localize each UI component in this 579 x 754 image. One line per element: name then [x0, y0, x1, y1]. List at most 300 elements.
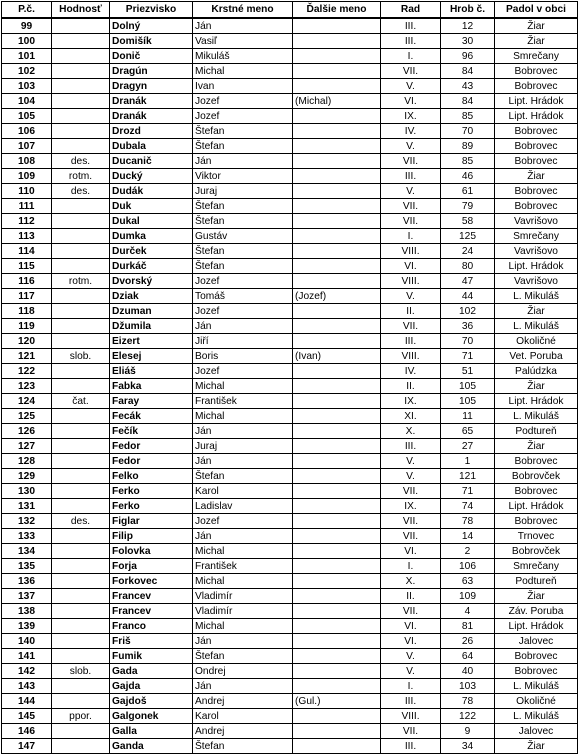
cell-number: 133	[2, 529, 52, 544]
cell-surname: Francev	[110, 604, 193, 619]
cell-row-number: I.	[381, 679, 441, 694]
cell-grave-number: 96	[441, 49, 495, 64]
cell-surname: Fedor	[110, 439, 193, 454]
cell-number: 134	[2, 544, 52, 559]
table-body	[2, 18, 578, 754]
cell-grave-number: 47	[441, 274, 495, 289]
cell-given-name: Ondrej	[193, 664, 293, 679]
cell-row-number: V.	[381, 454, 441, 469]
cell-row-number: I.	[381, 49, 441, 64]
cell-row-number: VI.	[381, 544, 441, 559]
cell-row-number: VII.	[381, 604, 441, 619]
cell-given-name: Ján	[193, 529, 293, 544]
cell-other-name	[293, 484, 381, 499]
cell-grave-number: 44	[441, 289, 495, 304]
cell-row-number: VI.	[381, 634, 441, 649]
cell-number: 100	[2, 34, 52, 49]
table-row	[2, 454, 578, 469]
cell-grave-number: 81	[441, 619, 495, 634]
cell-place-of-death: Lipt. Hrádok	[495, 619, 578, 634]
cell-surname: Fedor	[110, 454, 193, 469]
cell-row-number: VII.	[381, 319, 441, 334]
cell-given-name: Štefan	[193, 139, 293, 154]
cell-grave-number: 78	[441, 514, 495, 529]
table-row	[2, 49, 578, 64]
cell-row-number: VI.	[381, 94, 441, 109]
table-row	[2, 469, 578, 484]
cell-row-number: V.	[381, 139, 441, 154]
cell-number: 109	[2, 169, 52, 184]
cell-grave-number: 58	[441, 214, 495, 229]
table-row	[2, 289, 578, 304]
cell-given-name: Ladislav	[193, 499, 293, 514]
table-row	[2, 34, 578, 49]
cell-grave-number: 27	[441, 439, 495, 454]
table-row	[2, 709, 578, 724]
cell-given-name: Jozef	[193, 364, 293, 379]
cell-row-number: III.	[381, 169, 441, 184]
cell-surname: Galla	[110, 724, 193, 739]
cell-number: 118	[2, 304, 52, 319]
cell-rank	[52, 319, 110, 334]
cell-grave-number: 43	[441, 79, 495, 94]
cell-rank	[52, 499, 110, 514]
cell-place-of-death: Žiar	[495, 34, 578, 49]
cell-place-of-death: Bobrovec	[495, 124, 578, 139]
cell-row-number: II.	[381, 304, 441, 319]
cell-rank	[52, 439, 110, 454]
cell-surname: Elesej	[110, 349, 193, 364]
table-row	[2, 634, 578, 649]
table-row	[2, 619, 578, 634]
cell-place-of-death: Okoličné	[495, 334, 578, 349]
cell-rank	[52, 724, 110, 739]
table-row	[2, 499, 578, 514]
cell-place-of-death: Žiar	[495, 379, 578, 394]
cell-given-name: Ján	[193, 679, 293, 694]
cell-given-name: Štefan	[193, 469, 293, 484]
cell-row-number: XI.	[381, 409, 441, 424]
cell-surname: Gajda	[110, 679, 193, 694]
cell-row-number: VIII.	[381, 709, 441, 724]
cell-number: 99	[2, 18, 52, 34]
cell-other-name	[293, 379, 381, 394]
cell-given-name: Michal	[193, 379, 293, 394]
cell-row-number: I.	[381, 559, 441, 574]
cell-place-of-death: Vet. Poruba	[495, 349, 578, 364]
cell-given-name: Jozef	[193, 274, 293, 289]
table-row	[2, 514, 578, 529]
cell-number: 135	[2, 559, 52, 574]
cell-row-number: IX.	[381, 394, 441, 409]
cell-surname: Duk	[110, 199, 193, 214]
cell-row-number: X.	[381, 424, 441, 439]
cell-place-of-death: Žiar	[495, 304, 578, 319]
cell-rank	[52, 484, 110, 499]
cell-number: 141	[2, 649, 52, 664]
table-row	[2, 484, 578, 499]
cell-row-number: VIII.	[381, 274, 441, 289]
cell-other-name	[293, 154, 381, 169]
cell-grave-number: 105	[441, 379, 495, 394]
cell-place-of-death: Trnovec	[495, 529, 578, 544]
cell-surname: Dranák	[110, 94, 193, 109]
cell-row-number: III.	[381, 439, 441, 454]
cell-place-of-death: Bobrovec	[495, 64, 578, 79]
cell-rank	[52, 409, 110, 424]
cell-given-name: Juraj	[193, 439, 293, 454]
table-row	[2, 604, 578, 619]
table-row	[2, 259, 578, 274]
cell-grave-number: 40	[441, 664, 495, 679]
cell-grave-number: 24	[441, 244, 495, 259]
cell-rank	[52, 589, 110, 604]
table-row	[2, 589, 578, 604]
cell-number: 137	[2, 589, 52, 604]
cell-rank	[52, 94, 110, 109]
cell-grave-number: 70	[441, 334, 495, 349]
cell-place-of-death: Vavrišovo	[495, 244, 578, 259]
cell-number: 116	[2, 274, 52, 289]
cell-place-of-death: Bobrovec	[495, 664, 578, 679]
cell-grave-number: 71	[441, 349, 495, 364]
cell-rank: slob.	[52, 349, 110, 364]
cell-row-number: III.	[381, 694, 441, 709]
cell-other-name	[293, 79, 381, 94]
cell-given-name: Ivan	[193, 79, 293, 94]
cell-grave-number: 11	[441, 409, 495, 424]
cell-row-number: VII.	[381, 154, 441, 169]
cell-given-name: Ján	[193, 319, 293, 334]
cell-surname: Ferko	[110, 499, 193, 514]
cell-grave-number: 85	[441, 154, 495, 169]
cell-rank: slob.	[52, 664, 110, 679]
cell-given-name: Karol	[193, 709, 293, 724]
cell-given-name: Ján	[193, 424, 293, 439]
cell-given-name: Ján	[193, 154, 293, 169]
cell-surname: Folovka	[110, 544, 193, 559]
cell-rank	[52, 574, 110, 589]
cell-number: 138	[2, 604, 52, 619]
cell-row-number: III.	[381, 334, 441, 349]
cell-other-name: (Ivan)	[293, 349, 381, 364]
cell-given-name: Štefan	[193, 259, 293, 274]
table-row	[2, 649, 578, 664]
cell-place-of-death: Lipt. Hrádok	[495, 109, 578, 124]
cell-grave-number: 78	[441, 694, 495, 709]
cell-grave-number: 102	[441, 304, 495, 319]
cell-other-name: (Gul.)	[293, 694, 381, 709]
cell-number: 145	[2, 709, 52, 724]
cell-row-number: IV.	[381, 364, 441, 379]
cell-place-of-death: Jalovec	[495, 724, 578, 739]
cell-place-of-death: Žiar	[495, 18, 578, 34]
cell-other-name	[293, 529, 381, 544]
cell-number: 136	[2, 574, 52, 589]
table-row	[2, 244, 578, 259]
cell-number: 106	[2, 124, 52, 139]
cell-other-name	[293, 679, 381, 694]
cell-place-of-death: Bobrovec	[495, 199, 578, 214]
cell-grave-number: 125	[441, 229, 495, 244]
cell-number: 114	[2, 244, 52, 259]
cell-surname: Ganda	[110, 739, 193, 754]
cell-given-name: Mikuláš	[193, 49, 293, 64]
cell-number: 144	[2, 694, 52, 709]
cell-grave-number: 36	[441, 319, 495, 334]
cell-place-of-death: Vavrišovo	[495, 214, 578, 229]
cell-rank	[52, 634, 110, 649]
table-row	[2, 724, 578, 739]
table-row	[2, 379, 578, 394]
table-row	[2, 529, 578, 544]
cell-place-of-death: Palúdzka	[495, 364, 578, 379]
cell-other-name	[293, 364, 381, 379]
cell-grave-number: 12	[441, 18, 495, 34]
cell-rank	[52, 199, 110, 214]
cell-grave-number: 63	[441, 574, 495, 589]
cell-given-name: Michal	[193, 619, 293, 634]
cell-other-name	[293, 64, 381, 79]
cell-number: 130	[2, 484, 52, 499]
cell-grave-number: 80	[441, 259, 495, 274]
cell-other-name	[293, 559, 381, 574]
cell-surname: Eliáš	[110, 364, 193, 379]
cell-surname: Dvorský	[110, 274, 193, 289]
cell-number: 104	[2, 94, 52, 109]
cell-surname: Gajdoš	[110, 694, 193, 709]
cell-surname: Fumik	[110, 649, 193, 664]
cell-row-number: VI.	[381, 619, 441, 634]
cell-rank	[52, 259, 110, 274]
table-row	[2, 304, 578, 319]
cell-row-number: V.	[381, 649, 441, 664]
table-row	[2, 154, 578, 169]
cell-other-name	[293, 469, 381, 484]
cell-grave-number: 103	[441, 679, 495, 694]
cell-other-name	[293, 724, 381, 739]
cell-surname: Donič	[110, 49, 193, 64]
cell-row-number: III.	[381, 34, 441, 49]
cell-rank	[52, 379, 110, 394]
cell-place-of-death: Bobrovec	[495, 154, 578, 169]
cell-row-number: IV.	[381, 124, 441, 139]
cell-row-number: IX.	[381, 499, 441, 514]
table-row	[2, 574, 578, 589]
cell-other-name	[293, 229, 381, 244]
cell-place-of-death: Smrečany	[495, 559, 578, 574]
cell-grave-number: 51	[441, 364, 495, 379]
cell-row-number: VII.	[381, 64, 441, 79]
cell-given-name: Štefan	[193, 244, 293, 259]
cell-grave-number: 64	[441, 649, 495, 664]
cell-place-of-death: Bobrovček	[495, 544, 578, 559]
cell-surname: Fabka	[110, 379, 193, 394]
cell-row-number: VII.	[381, 199, 441, 214]
cell-grave-number: 9	[441, 724, 495, 739]
cell-other-name	[293, 169, 381, 184]
cell-rank	[52, 739, 110, 754]
cell-given-name: Ján	[193, 454, 293, 469]
cell-row-number: V.	[381, 184, 441, 199]
cell-number: 140	[2, 634, 52, 649]
cell-rank	[52, 559, 110, 574]
cell-other-name	[293, 709, 381, 724]
cell-rank	[52, 424, 110, 439]
cell-given-name: Michal	[193, 64, 293, 79]
cell-number: 111	[2, 199, 52, 214]
cell-number: 132	[2, 514, 52, 529]
cell-number: 108	[2, 154, 52, 169]
cell-rank: rotm.	[52, 274, 110, 289]
cell-number: 102	[2, 64, 52, 79]
cell-other-name: (Jozef)	[293, 289, 381, 304]
cell-row-number: III.	[381, 18, 441, 34]
cell-given-name: Jiří	[193, 334, 293, 349]
table-row	[2, 319, 578, 334]
table-header	[2, 2, 578, 19]
cell-grave-number: 84	[441, 94, 495, 109]
cell-given-name: Tomáš	[193, 289, 293, 304]
cell-given-name: Ján	[193, 18, 293, 34]
cell-rank	[52, 454, 110, 469]
cell-other-name	[293, 334, 381, 349]
cell-grave-number: 4	[441, 604, 495, 619]
cell-surname: Forja	[110, 559, 193, 574]
cell-number: 122	[2, 364, 52, 379]
cell-place-of-death: Žiar	[495, 739, 578, 754]
cell-surname: Dragyn	[110, 79, 193, 94]
cell-other-name	[293, 109, 381, 124]
cell-other-name	[293, 514, 381, 529]
cell-number: 105	[2, 109, 52, 124]
cell-grave-number: 65	[441, 424, 495, 439]
table-row	[2, 394, 578, 409]
cell-rank	[52, 679, 110, 694]
header-surname: Priezvisko	[110, 2, 193, 19]
cell-surname: Figlar	[110, 514, 193, 529]
cell-surname: Fečík	[110, 424, 193, 439]
cell-row-number: VII.	[381, 724, 441, 739]
cell-surname: Galgonek	[110, 709, 193, 724]
cell-given-name: Michal	[193, 409, 293, 424]
cell-row-number: VII.	[381, 484, 441, 499]
cell-number: 126	[2, 424, 52, 439]
table-row	[2, 274, 578, 289]
cell-surname: Fecák	[110, 409, 193, 424]
cell-place-of-death: Lipt. Hrádok	[495, 499, 578, 514]
cell-rank	[52, 229, 110, 244]
cell-surname: Forkovec	[110, 574, 193, 589]
cell-grave-number: 1	[441, 454, 495, 469]
cell-other-name	[293, 574, 381, 589]
cell-surname: Dukal	[110, 214, 193, 229]
cell-other-name	[293, 124, 381, 139]
cell-other-name	[293, 424, 381, 439]
cell-place-of-death: L. Mikuláš	[495, 709, 578, 724]
cell-row-number: V.	[381, 664, 441, 679]
cell-given-name: Jozef	[193, 109, 293, 124]
cell-place-of-death: Jalovec	[495, 634, 578, 649]
cell-rank: ppor.	[52, 709, 110, 724]
cell-rank: des.	[52, 154, 110, 169]
cell-rank: des.	[52, 184, 110, 199]
cell-surname: Dragún	[110, 64, 193, 79]
cell-surname: Ducký	[110, 169, 193, 184]
cell-other-name	[293, 634, 381, 649]
cell-other-name	[293, 199, 381, 214]
cell-rank	[52, 364, 110, 379]
cell-place-of-death: Lipt. Hrádok	[495, 259, 578, 274]
table-row	[2, 18, 578, 34]
cell-given-name: Štefan	[193, 739, 293, 754]
cell-grave-number: 84	[441, 64, 495, 79]
cell-other-name	[293, 34, 381, 49]
cell-place-of-death: Okoličné	[495, 694, 578, 709]
table-row	[2, 664, 578, 679]
cell-row-number: V.	[381, 79, 441, 94]
cell-place-of-death: Bobrovec	[495, 184, 578, 199]
table-row	[2, 544, 578, 559]
cell-row-number: III.	[381, 739, 441, 754]
header-place-of-death: Padol v obci	[495, 2, 578, 19]
cell-rank	[52, 619, 110, 634]
cell-place-of-death: Lipt. Hrádok	[495, 394, 578, 409]
cell-rank	[52, 214, 110, 229]
cell-place-of-death: L. Mikuláš	[495, 409, 578, 424]
cell-rank	[52, 544, 110, 559]
cell-place-of-death: Bobrovec	[495, 484, 578, 499]
cell-other-name: (Michal)	[293, 94, 381, 109]
cell-surname: Franco	[110, 619, 193, 634]
cell-grave-number: 109	[441, 589, 495, 604]
burial-register-table	[1, 1, 578, 754]
cell-row-number: V.	[381, 469, 441, 484]
cell-rank	[52, 304, 110, 319]
table-row	[2, 79, 578, 94]
cell-row-number: VIII.	[381, 244, 441, 259]
cell-number: 125	[2, 409, 52, 424]
cell-number: 129	[2, 469, 52, 484]
cell-place-of-death: Bobrovček	[495, 469, 578, 484]
cell-other-name	[293, 619, 381, 634]
cell-grave-number: 74	[441, 499, 495, 514]
cell-other-name	[293, 214, 381, 229]
cell-grave-number: 89	[441, 139, 495, 154]
cell-surname: Friš	[110, 634, 193, 649]
table-row	[2, 94, 578, 109]
cell-grave-number: 85	[441, 109, 495, 124]
table-row	[2, 214, 578, 229]
table-row	[2, 409, 578, 424]
cell-surname: Durček	[110, 244, 193, 259]
cell-other-name	[293, 319, 381, 334]
cell-place-of-death: L. Mikuláš	[495, 679, 578, 694]
cell-rank	[52, 79, 110, 94]
cell-other-name	[293, 439, 381, 454]
table-row	[2, 124, 578, 139]
cell-given-name: Jozef	[193, 304, 293, 319]
cell-other-name	[293, 409, 381, 424]
cell-given-name: Juraj	[193, 184, 293, 199]
cell-rank	[52, 334, 110, 349]
cell-given-name: Vasiľ	[193, 34, 293, 49]
table-row	[2, 109, 578, 124]
cell-row-number: I.	[381, 229, 441, 244]
cell-surname: Faray	[110, 394, 193, 409]
cell-rank	[52, 18, 110, 34]
cell-number: 142	[2, 664, 52, 679]
